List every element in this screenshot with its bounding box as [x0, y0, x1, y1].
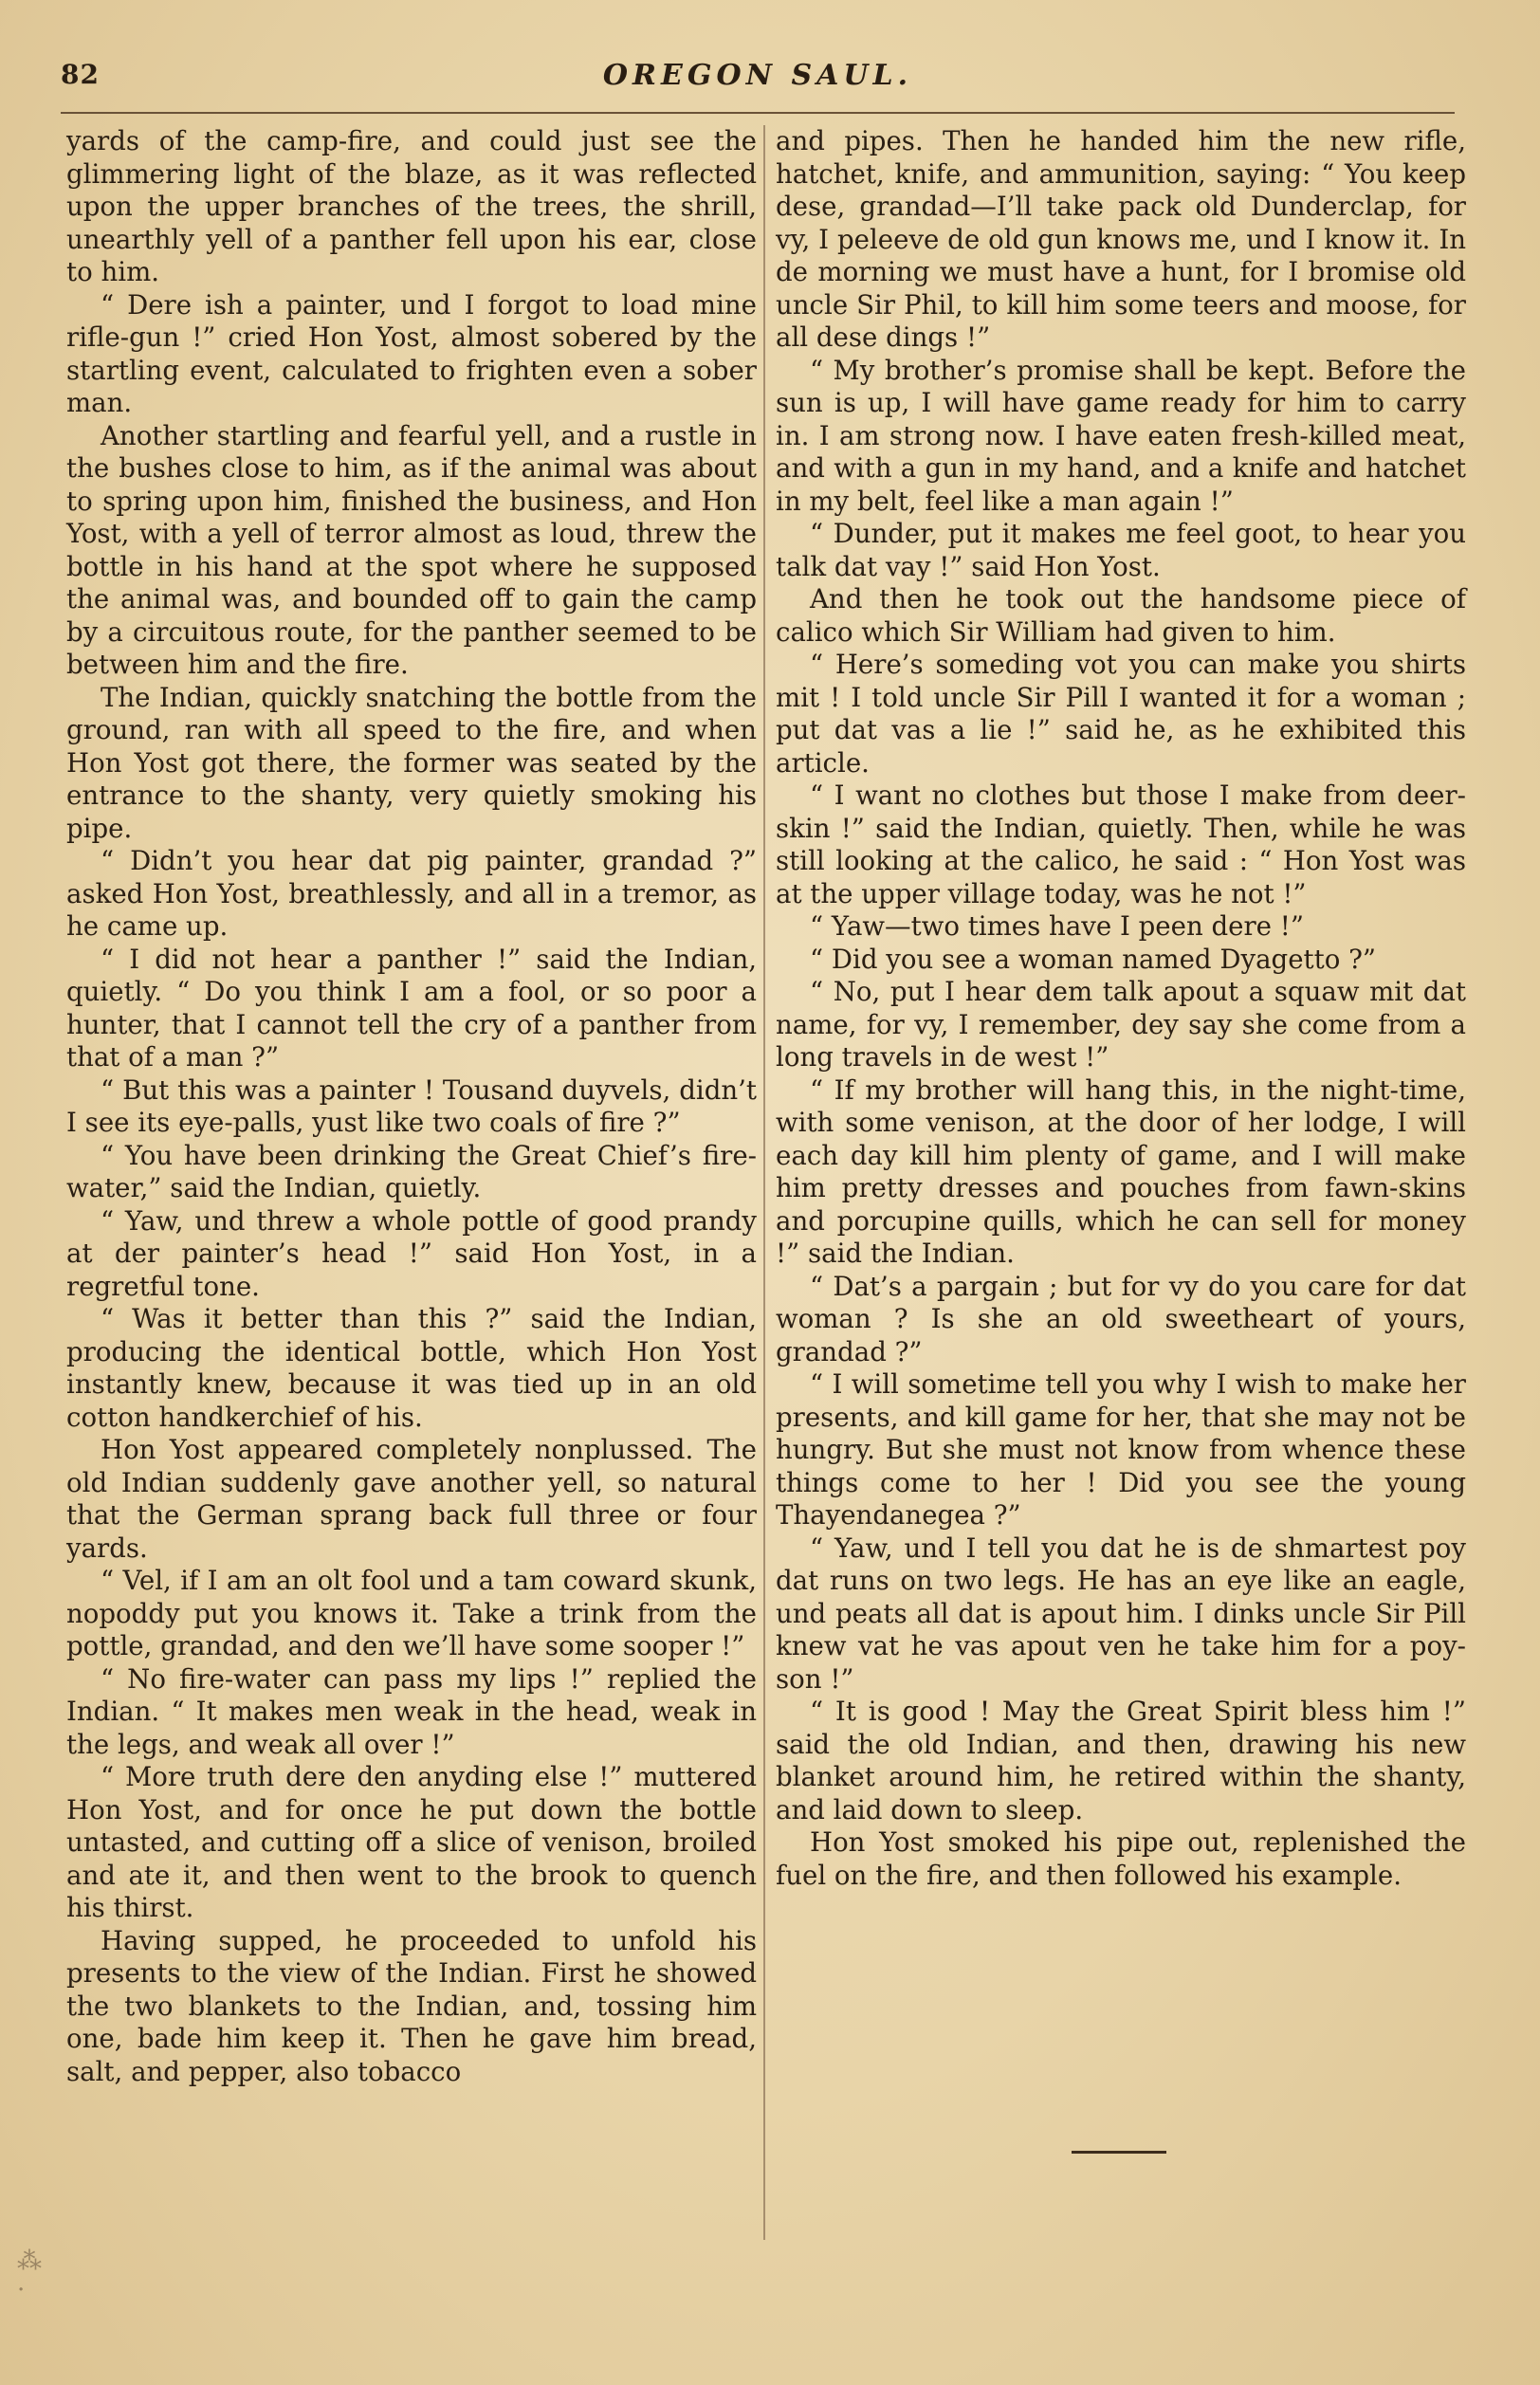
page-header: [61, 59, 1455, 106]
left-column-paragraph-8: “ You have been drinking the Great Chief’s fire-water,” said the Indian, quietly.: [66, 1139, 757, 1203]
left-column-paragraph-10: “ Was it better than this ?” said the Indian, producing the identical bottle, which Hon Yost instantly knew, because it was tied up in an old cotton handkerchief of his.: [66, 1303, 757, 1433]
right-column-paragraph-12: “ I will sometime tell you why I wish to make her presents, and kill game for her, that she may not be hungry. But she must not know from whence these things come to her ! Did you see the young Thayendanegea ?”: [776, 1368, 1466, 1531]
right-column-paragraph-14: “ It is good ! May the Great Spirit bless him !” said the old Indian, and then, drawing his new blanket around him, he retired within the shanty, and laid down to sleep.: [776, 1696, 1466, 1825]
right-column-paragraph-5: “ Here’s someding vot you can make you shirts mit ! I told uncle Sir Pill I wanted it for a woman ; put dat vas a lie !” said he, as he exhibited this article.: [776, 649, 1466, 779]
right-column-paragraph-4: And then he took out the handsome piece of calico which Sir William had given to him.: [776, 583, 1466, 648]
right-column: [776, 125, 1466, 1892]
left-column-paragraph-13: “ No fire-water can pass my lips !” replied the Indian. “ It makes men weak in the head, weak in the legs, and weak all over !”: [66, 1662, 757, 1760]
left-column: [66, 125, 757, 2088]
left-column-paragraph-6: “ I did not hear a panther !” said the Indian, quietly. “ Do you think I am a fool, or so poor a hunter, that I cannot tell the cry of a panther from that of a man ?”: [66, 943, 757, 1073]
left-column-paragraph-2: “ Dere ish a painter, und I forgot to load mine rifle-gun !” cried Hon Yost, almost sobered by the startling event, calculated to frighten even a sober man.: [66, 288, 757, 418]
right-column-paragraph-6: “ I want no clothes but those I make from deer-skin !” said the Indian, quietly. Then, while he was still looking at the calico, he said : “ Hon Yost was at the upper village today, was he not !”: [776, 780, 1466, 909]
right-column-paragraph-13: “ Yaw, und I tell you dat he is de shmartest poy dat runs on two legs. He has an eye like an eagle, und peats all dat is apout him. I dinks uncle Sir Pill knew vat he vas apout ven he take him for a poy-son !”: [776, 1532, 1466, 1695]
left-column-paragraph-7: “ But this was a painter ! Tousand duyvels, didn’t I see its eye-palls, yust like two coals of fire ?”: [66, 1073, 757, 1138]
margin-smudge-mark: ⁂ ·: [17, 2247, 42, 2304]
left-column-paragraph-1: yards of the camp-fire, and could just see the glimmering light of the blaze, as it was reflected upon the upper branches of the trees, the shrill, unearthly yell of a panther fell upon his ear, close to him.: [66, 125, 757, 287]
right-column-paragraph-2: “ My brother’s promise shall be kept. Before the sun is up, I will have game ready for him to carry in. I am strong now. I have eaten fresh-killed meat, and with a gun in my hand, and a knife and hatchet in my belt, feel like a man again !”: [776, 354, 1466, 517]
running-title: OREGON SAUL.: [602, 59, 913, 92]
right-column-paragraph-3: “ Dunder, put it makes me feel goot, to hear you talk dat vay !” said Hon Yost.: [776, 518, 1466, 582]
left-column-paragraph-12: “ Vel, if I am an olt fool und a tam coward skunk, nopoddy put you knows it. Take a trink from the pottle, grandad, and den we’ll have some sooper !”: [66, 1565, 757, 1661]
left-column-paragraph-14: “ More truth dere den anyding else !” muttered Hon Yost, and for once he put down the bottle untasted, and cutting off a slice of venison, broiled and ate it, and then went to the brook to quench his thirst.: [66, 1761, 757, 1923]
right-column-paragraph-8: “ Did you see a woman named Dyagetto ?”: [810, 943, 1376, 975]
right-column-paragraph-7: “ Yaw—two times have I peen dere !”: [810, 910, 1304, 942]
right-column-paragraph-10: “ If my brother will hang this, in the night-time, with some venison, at the door of her lodge, I will each day kill him plenty of game, and I will make him pretty dresses and pouches from fawn-skins and porcupine quills, which he can sell for money !” said the Indian.: [776, 1073, 1466, 1269]
left-column-paragraph-15: Having supped, he proceeded to unfold his presents to the view of the Indian. First he showed the two blankets to the Indian, and, tossing him one, bade him keep it. Then he gave him bread, salt, and pepper, also tobacco: [66, 1924, 757, 2087]
right-column-paragraph-1: and pipes. Then he handed him the new rifle, hatchet, knife, and ammunition, saying: “ You keep dese, grandad—I’ll take pack old Dunderclap, for vy, I peleeve de old gun knows me, und I know it. In de morning we must have a hunt, for I bromise old uncle Sir Phil, to kill him some teers and moose, for all dese dings !”: [776, 125, 1466, 353]
left-column-paragraph-3: Another startling and fearful yell, and a rustle in the bushes close to him, as if the animal was about to spring upon him, finished the business, and Hon Yost, with a yell of terror almost as loud, threw the bottle in his hand at the spot where he supposed the animal was, and bounded off to gain the camp by a circuitous route, for the panther seemed to be between him and the fire.: [66, 419, 757, 680]
right-column-paragraph-9: “ No, put I hear dem talk apout a squaw mit dat name, for vy, I remember, dey say she come from a long travels in de west !”: [776, 976, 1466, 1073]
section-end-rule: [1072, 2151, 1166, 2154]
left-column-paragraph-5: “ Didn’t you hear dat pig painter, grandad ?” asked Hon Yost, breathlessly, and all in a tremor, as he came up.: [66, 845, 757, 942]
left-column-paragraph-9: “ Yaw, und threw a whole pottle of good prandy at der painter’s head !” said Hon Yost, in a regretful tone.: [66, 1204, 757, 1302]
header-rule: [61, 112, 1455, 114]
page-number: 82: [61, 59, 100, 90]
left-column-paragraph-11: Hon Yost appeared completely nonplussed. The old Indian suddenly gave another yell, so natural that the German sprang back full three or four yards.: [66, 1434, 757, 1564]
right-column-paragraph-11: “ Dat’s a pargain ; but for vy do you care for dat woman ? Is she an old sweetheart of yours, grandad ?”: [776, 1270, 1466, 1367]
left-column-paragraph-4: The Indian, quickly snatching the bottle from the ground, ran with all speed to the fire, and when Hon Yost got there, the former was seated by the entrance to the shanty, very quietly smoking his pipe.: [66, 681, 757, 844]
column-divider: [763, 125, 765, 2240]
right-column-paragraph-15: Hon Yost smoked his pipe out, replenished the fuel on the fire, and then followed his example.: [776, 1826, 1466, 1891]
